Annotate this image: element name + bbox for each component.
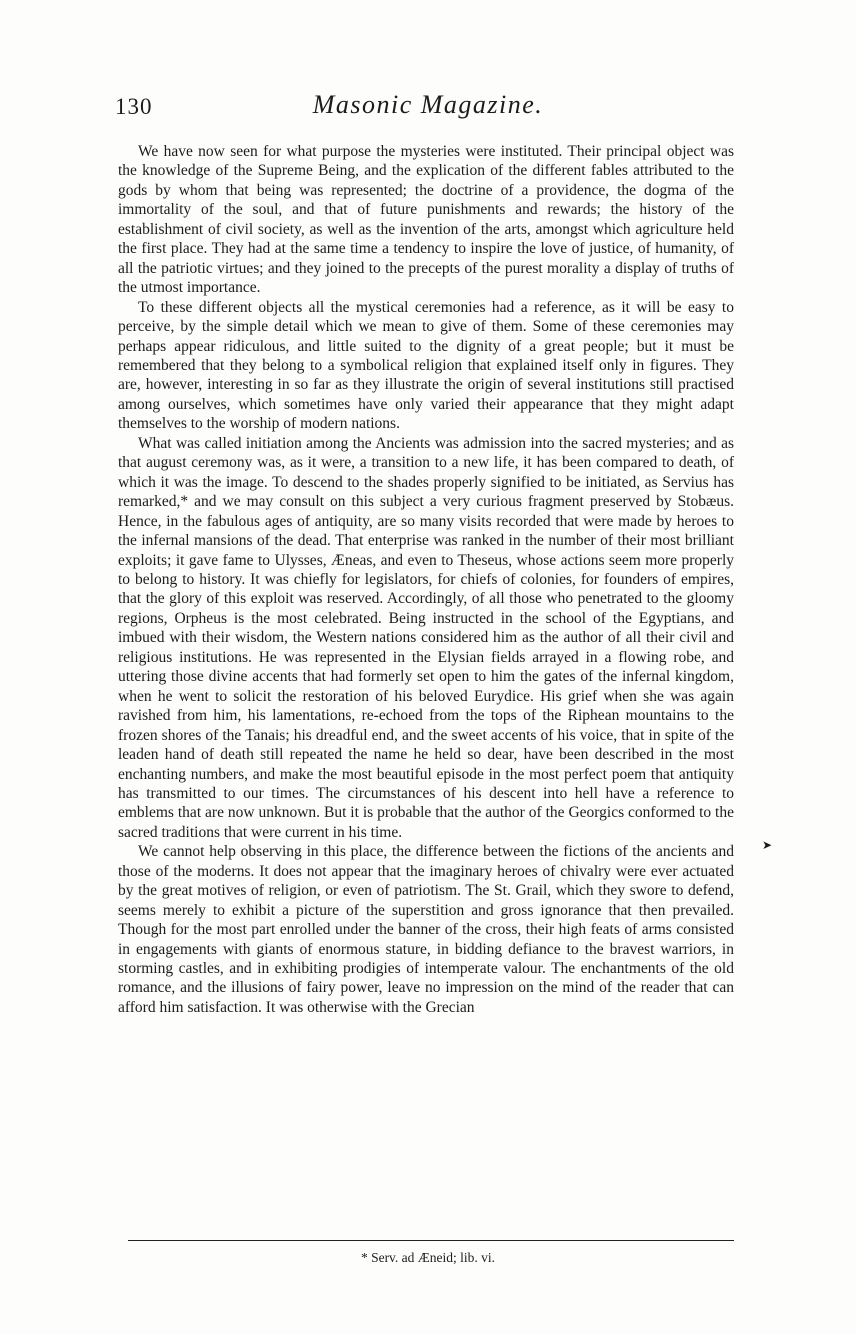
margin-arrow-icon: ➤ bbox=[762, 838, 773, 852]
running-title: Masonic Magazine. bbox=[312, 90, 544, 119]
article-body bbox=[118, 142, 734, 1017]
footnote: * Serv. ad Æneid; lib. vi. bbox=[360, 1250, 496, 1265]
page-number: 130 bbox=[115, 94, 153, 119]
paragraph: We cannot help observing in this place, the difference between the fictions of the ancients and those of the moderns. It does not appear that the imaginary heroes of chivalry were ever actuated by the great motives of religion, or even of patriotism. The St. Grail, which they swore to defend, seems merely to exhibit a picture of the superstition and gross ignorance that then prevailed. Though for the most part enrolled under the banner of the cross, their high feats of arms consisted in engagements with giants of enormous stature, in bidding defiance to the bravest warriors, in storming castles, and in exhibiting prodigies of intemperate valour. The enchantments of the old romance, and the illusions of fairy power, leave no impression on the mind of the reader that can afford him satisfaction. It was otherwise with the Grecian bbox=[118, 843, 734, 1016]
footnote-divider bbox=[128, 1240, 734, 1241]
paragraph: To these different objects all the mystical ceremonies had a reference, as it will be easy to perceive, by the simple detail which we mean to give of them. Some of these ceremonies may perhaps appear ridiculous, and little suited to the dignity of a great people; but it must be remembered that they belong to a symbolical religion that explained itself only in figures. They are, however, interesting in so far as they illustrate the origin of several institutions still practised among ourselves, which sometimes have only varied their appearance that they might adapt themselves to the worship of modern nations. bbox=[118, 298, 734, 433]
paragraph: We have now seen for what purpose the mysteries were instituted. Their principal object was the knowledge of the Supreme Being, and the explication of the different fables attributed to the gods by whom that being was represented; the doctrine of a providence, the dogma of the immortality of the soul, and that of future punishments and rewards; the history of the establishment of civil society, as well as the invention of the arts, amongst which agriculture held the first place. They had at the same time a tendency to inspire the love of justice, of humanity, of all the patriotic virtues; and they joined to the precepts of the purest morality a display of truths of the utmost importance. bbox=[118, 143, 734, 297]
paragraph: What was called initiation among the Ancients was admission into the sacred mysteries; and as that august ceremony was, as it were, a transition to a new life, it has been compared to death, of which it was the image. To descend to the shades properly signified to be initiated, as Servius has remarked,* and we may consult on this subject a very curious fragment preserved by Stobæus. Hence, in the fabulous ages of antiquity, are so many visits recorded that were made by heroes to the infernal mansions of the dead. That enterprise was ranked in the number of their most brilliant exploits; it gave fame to Ulysses, Æneas, and even to Theseus, whose actions seem more properly to belong to history. It was chiefly for legislators, for chiefs of colonies, for founders of empires, that the glory of this exploit was reserved. Accordingly, of all those who penetrated to the gloomy regions, Orpheus is the most celebrated. Being instructed in the school of the Egyptians, and imbued with their wisdom, the Western nations considered him as the author of all their civil and religious institutions. He was represented in the Elysian fields arrayed in a flowing robe, and uttering those divine accents that had formerly set open to him the gates of the infernal kingdom, when he went to solicit the restoration of his beloved Eurydice. His grief when she was again ravished from him, his lamentations, re-echoed from the tops of the Riphean mountains to the frozen shores of the Tanais; his dreadful end, and the sweet accents of his voice, that in spite of the leaden hand of death still repeated the name he held so dear, have been described in the most enchanting numbers, and make the most beautiful episode in the most perfect poem that antiquity has transmitted to our times. The circumstances of his descent into hell have a reference to emblems that are now unknown. But it is probable that the author of the Georgics conformed to the sacred traditions that were current in his time. bbox=[118, 434, 734, 841]
